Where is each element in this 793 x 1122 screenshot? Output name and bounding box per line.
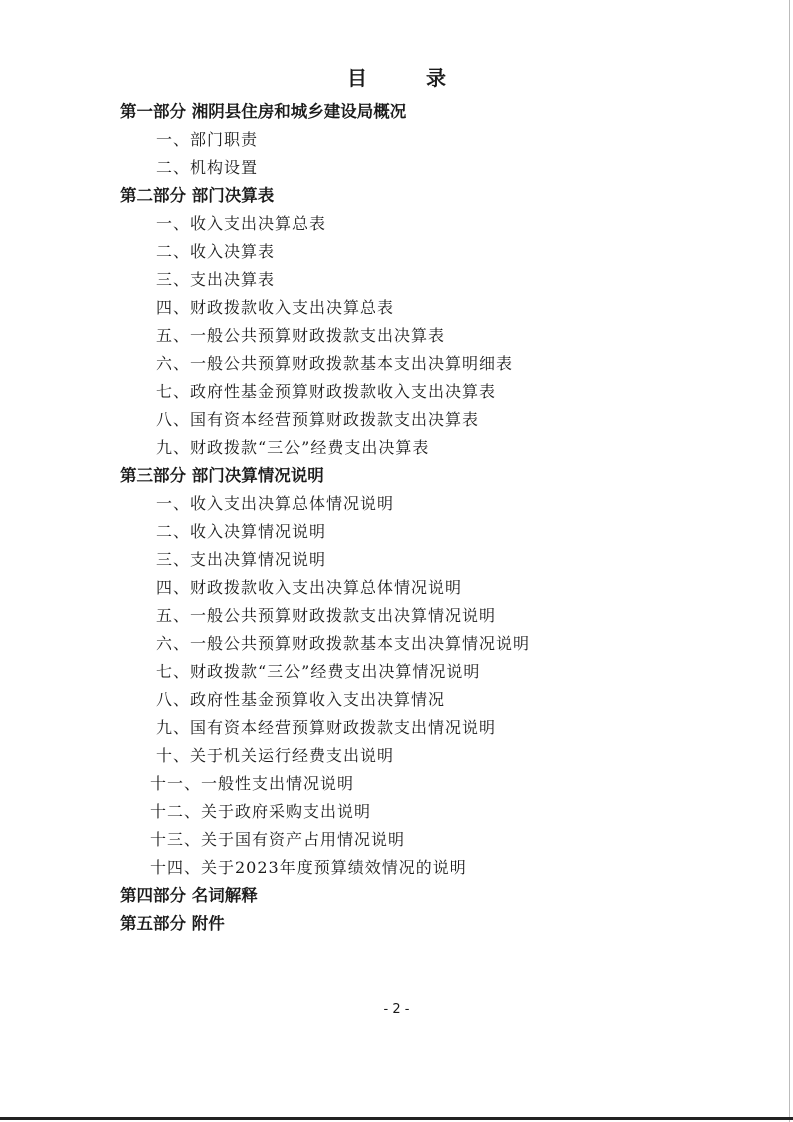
toc-item: 十一、一般性支出情况说明 (150, 774, 355, 793)
toc-item: 七、政府性基金预算财政拨款收入支出决算表 (156, 382, 497, 401)
toc-part-3: 第三部分 部门决算情况说明 (120, 466, 324, 485)
toc-item: 七、财政拨款“三公”经费支出决算情况说明 (156, 662, 481, 681)
toc-item: 九、财政拨款“三公”经费支出决算表 (156, 438, 430, 457)
toc-item: 十二、关于政府采购支出说明 (150, 802, 372, 821)
toc-part-4: 第四部分 名词解释 (120, 886, 258, 905)
toc-part-1: 第一部分 湘阴县住房和城乡建设局概况 (120, 102, 407, 121)
toc-item: 十三、关于国有资产占用情况说明 (150, 830, 406, 849)
toc-item: 一、部门职责 (156, 130, 259, 149)
toc-item: 五、一般公共预算财政拨款支出决算情况说明 (156, 606, 497, 625)
toc-part-5: 第五部分 附件 (120, 914, 225, 933)
toc-item: 四、财政拨款收入支出决算总体情况说明 (156, 578, 463, 597)
page-title: 目 录 (347, 66, 472, 90)
toc-item: 十四、关于2023年度预算绩效情况的说明 (150, 858, 467, 877)
toc-item: 九、国有资本经营预算财政拨款支出情况说明 (156, 718, 497, 737)
toc-item: 一、收入支出决算总表 (156, 214, 327, 233)
toc-item: 六、一般公共预算财政拨款基本支出决算情况说明 (156, 634, 531, 653)
toc-item: 三、支出决算表 (156, 270, 276, 289)
toc-item: 三、支出决算情况说明 (156, 550, 327, 569)
scan-edge-right (789, 0, 790, 1122)
toc-item: 二、收入决算表 (156, 242, 276, 261)
toc-item: 五、一般公共预算财政拨款支出决算表 (156, 326, 446, 345)
toc-item: 八、国有资本经营预算财政拨款支出决算表 (156, 410, 480, 429)
table-of-contents (120, 98, 760, 938)
toc-part-2: 第二部分 部门决算表 (120, 186, 275, 205)
toc-item: 十、关于机关运行经费支出说明 (156, 746, 395, 765)
toc-item: 四、财政拨款收入支出决算总表 (156, 298, 395, 317)
toc-item: 二、收入决算情况说明 (156, 522, 327, 541)
scan-edge-bottom (0, 1117, 793, 1120)
toc-item: 二、机构设置 (156, 158, 259, 177)
toc-item: 一、收入支出决算总体情况说明 (156, 494, 395, 513)
toc-item: 六、一般公共预算财政拨款基本支出决算明细表 (156, 354, 514, 373)
page-number: - 2 - (383, 1002, 410, 1017)
toc-item: 八、政府性基金预算收入支出决算情况 (156, 690, 446, 709)
